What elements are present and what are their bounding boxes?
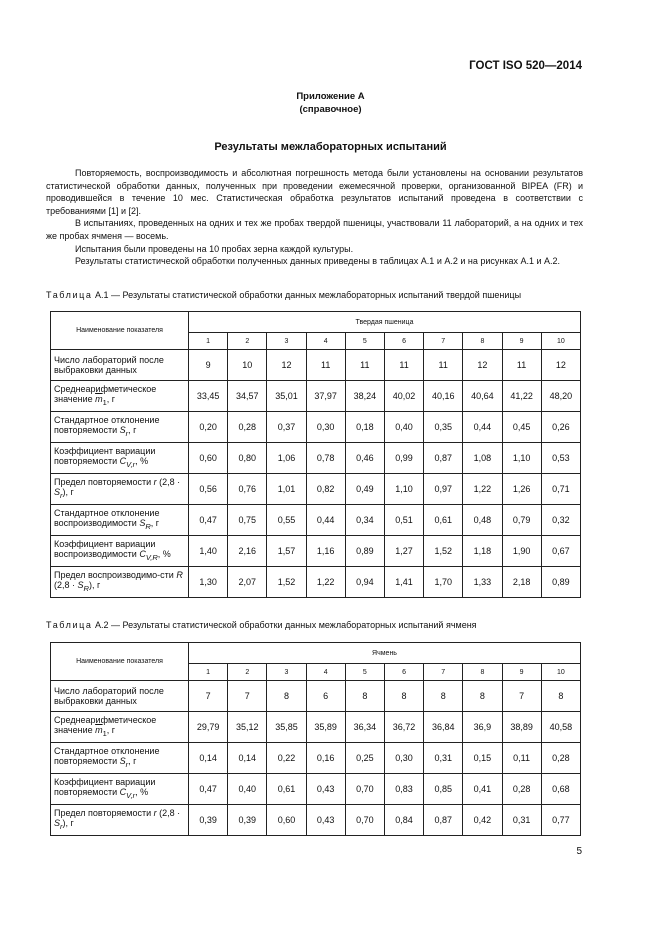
value-cell: 0,83 (384, 774, 423, 805)
value-cell: 0,22 (267, 743, 306, 774)
value-cell: 0,34 (345, 505, 384, 536)
page-number: 5 (576, 846, 582, 857)
value-cell: 0,61 (424, 505, 463, 536)
value-cell: 1,52 (424, 536, 463, 567)
value-cell: 8 (424, 681, 463, 712)
value-cell: 0,75 (228, 505, 267, 536)
value-cell: 0,11 (502, 743, 541, 774)
table-row (51, 774, 581, 805)
value-cell: 8 (345, 681, 384, 712)
row-label: Число лабораторий после выбраковки данных (51, 681, 189, 712)
sample-number-header: 8 (463, 664, 502, 681)
sample-number-header: 5 (345, 664, 384, 681)
value-cell: 36,84 (424, 712, 463, 743)
value-cell: 0,15 (463, 743, 502, 774)
value-cell: 0,48 (463, 505, 502, 536)
value-cell: 35,12 (228, 712, 267, 743)
value-cell: 0,60 (189, 443, 228, 474)
value-cell: 0,20 (189, 412, 228, 443)
value-cell: 0,79 (502, 505, 541, 536)
paragraph: Результаты статистической обработки полученных данных приведены в таблицах А.1 и А.2 и на рисунках А.1 и А.2. (75, 256, 561, 267)
value-cell: 0,78 (306, 443, 345, 474)
table-row (51, 536, 581, 567)
sample-number-header: 3 (267, 664, 306, 681)
value-cell: 0,35 (424, 412, 463, 443)
table2-caption-label: Таблица (46, 620, 93, 630)
value-cell: 1,01 (267, 474, 306, 505)
row-label: Коэффициент вариации повторяемости $C_{V,r}$, % (51, 774, 189, 805)
row-label: Стандартное отклонение повторяемости $S_r$, г (51, 743, 189, 774)
table-barley (50, 642, 581, 836)
value-cell: 1,26 (502, 474, 541, 505)
value-cell: 0,30 (306, 412, 345, 443)
value-cell: 0,30 (384, 743, 423, 774)
table2-caption (46, 620, 477, 630)
value-cell: 38,24 (345, 381, 384, 412)
value-cell: 2,16 (228, 536, 267, 567)
value-cell: 1,30 (189, 567, 228, 598)
value-cell: 0,40 (384, 412, 423, 443)
value-cell: 1,52 (267, 567, 306, 598)
value-cell: 0,87 (424, 805, 463, 836)
value-cell: 1,16 (306, 536, 345, 567)
value-cell: 34,57 (228, 381, 267, 412)
value-cell: 0,53 (541, 443, 580, 474)
value-cell: 40,64 (463, 381, 502, 412)
value-cell: 1,41 (384, 567, 423, 598)
value-cell: 40,02 (384, 381, 423, 412)
row-label: Предел повторяемости r $(2,8 \cdot S_r)$, г (51, 805, 189, 836)
value-cell: 36,9 (463, 712, 502, 743)
value-cell: 0,40 (228, 774, 267, 805)
value-cell: 0,41 (463, 774, 502, 805)
row-label: Стандартное отклонение повторяемости $S_r$, г (51, 412, 189, 443)
sample-number-header: 8 (463, 333, 502, 350)
appendix-subtitle: (справочное) (299, 104, 362, 115)
table-row (51, 805, 581, 836)
value-cell: 1,27 (384, 536, 423, 567)
value-cell: 0,70 (345, 805, 384, 836)
value-cell: 0,94 (345, 567, 384, 598)
value-cell: 0,16 (306, 743, 345, 774)
value-cell: 37,97 (306, 381, 345, 412)
row-label: Стандартное отклонение воспроизводимости $S_R$, г (51, 505, 189, 536)
value-cell: 11 (502, 350, 541, 381)
value-cell: 0,71 (541, 474, 580, 505)
name-column-header: Наименование показателя (51, 643, 189, 681)
value-cell: 2,07 (228, 567, 267, 598)
value-cell: 1,18 (463, 536, 502, 567)
value-cell: 0,26 (541, 412, 580, 443)
value-cell: 0,84 (384, 805, 423, 836)
table-row (51, 567, 581, 598)
value-cell: 35,89 (306, 712, 345, 743)
value-cell: 6 (306, 681, 345, 712)
value-cell: 12 (463, 350, 502, 381)
row-label: Среднеарифметическое значение $\overline{m}_1$, г (51, 381, 189, 412)
value-cell: 1,06 (267, 443, 306, 474)
value-cell: 40,58 (541, 712, 580, 743)
value-cell: 0,68 (541, 774, 580, 805)
table-row (51, 712, 581, 743)
value-cell: 0,42 (463, 805, 502, 836)
value-cell: 0,89 (345, 536, 384, 567)
value-cell: 1,90 (502, 536, 541, 567)
value-cell: 0,56 (189, 474, 228, 505)
value-cell: 0,32 (541, 505, 580, 536)
value-cell: 0,82 (306, 474, 345, 505)
sample-number-header: 2 (228, 664, 267, 681)
value-cell: 0,76 (228, 474, 267, 505)
value-cell: 8 (463, 681, 502, 712)
value-cell: 0,55 (267, 505, 306, 536)
value-cell: 0,80 (228, 443, 267, 474)
sample-number-header: 2 (228, 333, 267, 350)
value-cell: 38,89 (502, 712, 541, 743)
table-row (51, 381, 581, 412)
value-cell: 36,34 (345, 712, 384, 743)
appendix-title: Приложение А (296, 91, 365, 102)
row-label: Коэффициент вариации воспроизводимости $C_{V,R}$, % (51, 536, 189, 567)
value-cell: 0,97 (424, 474, 463, 505)
value-cell: 8 (267, 681, 306, 712)
value-cell: 0,61 (267, 774, 306, 805)
value-cell: 0,31 (502, 805, 541, 836)
value-cell: 1,10 (384, 474, 423, 505)
table-row (51, 350, 581, 381)
section-title: Результаты межлабораторных испытаний (214, 141, 447, 153)
value-cell: 0,25 (345, 743, 384, 774)
value-cell: 9 (189, 350, 228, 381)
group-header: Ячмень (189, 643, 581, 664)
value-cell: 11 (306, 350, 345, 381)
value-cell: 48,20 (541, 381, 580, 412)
value-cell: 1,57 (267, 536, 306, 567)
sample-number-header: 9 (502, 333, 541, 350)
table1-caption (46, 290, 521, 300)
value-cell: 0,28 (228, 412, 267, 443)
value-cell: 0,89 (541, 567, 580, 598)
sample-number-header: 1 (189, 664, 228, 681)
value-cell: 36,72 (384, 712, 423, 743)
value-cell: 7 (189, 681, 228, 712)
value-cell: 1,70 (424, 567, 463, 598)
value-cell: 2,18 (502, 567, 541, 598)
row-label: Предел воспроизводимо-сти R $(2,8 \cdot S_R)$, г (51, 567, 189, 598)
value-cell: 41,22 (502, 381, 541, 412)
table-row (51, 505, 581, 536)
group-header: Твердая пшеница (189, 312, 581, 333)
value-cell: 0,47 (189, 774, 228, 805)
sample-number-header: 7 (424, 664, 463, 681)
value-cell: 0,43 (306, 774, 345, 805)
row-label: Коэффициент вариации повторяемости $C_{V,r}$, % (51, 443, 189, 474)
value-cell: 1,10 (502, 443, 541, 474)
value-cell: 7 (502, 681, 541, 712)
value-cell: 12 (541, 350, 580, 381)
value-cell: 0,46 (345, 443, 384, 474)
value-cell: 0,39 (189, 805, 228, 836)
value-cell: 0,70 (345, 774, 384, 805)
value-cell: 35,01 (267, 381, 306, 412)
sample-number-header: 3 (267, 333, 306, 350)
table-row (51, 412, 581, 443)
value-cell: 33,45 (189, 381, 228, 412)
value-cell: 12 (267, 350, 306, 381)
sample-number-header: 10 (541, 333, 580, 350)
row-label: Число лабораторий после выбраковки данных (51, 350, 189, 381)
value-cell: 1,33 (463, 567, 502, 598)
sample-number-header: 10 (541, 664, 580, 681)
value-cell: 0,99 (384, 443, 423, 474)
value-cell: 0,77 (541, 805, 580, 836)
paragraph: Повторяемость, воспроизводимость и абсолютная погрешность метода были установлены на основании результатов статистической обработки данных, полученных при проведении ежемесячной проверки, организованной BIPEA (FR) и проводившейся в течение 10 мес. Статистическая обработка результатов испытаний проведена в соответствии с требованиями [1] и [2]. (46, 168, 583, 216)
paragraph: В испытаниях, проведенных на одних и тех же пробах твердой пшеницы, участвовали 11 лабораторий, а на одних и тех же пробах ячменя — восемь. (46, 218, 583, 241)
value-cell: 0,85 (424, 774, 463, 805)
value-cell: 0,51 (384, 505, 423, 536)
value-cell: 8 (384, 681, 423, 712)
sample-number-header: 6 (384, 664, 423, 681)
sample-number-header: 7 (424, 333, 463, 350)
sample-number-header: 6 (384, 333, 423, 350)
value-cell: 1,40 (189, 536, 228, 567)
name-column-header: Наименование показателя (51, 312, 189, 350)
value-cell: 35,85 (267, 712, 306, 743)
value-cell: 1,08 (463, 443, 502, 474)
value-cell: 0,18 (345, 412, 384, 443)
value-cell: 0,43 (306, 805, 345, 836)
value-cell: 29,79 (189, 712, 228, 743)
table-row (51, 443, 581, 474)
value-cell: 0,28 (502, 774, 541, 805)
value-cell: 0,37 (267, 412, 306, 443)
value-cell: 0,45 (502, 412, 541, 443)
sample-number-header: 4 (306, 664, 345, 681)
table-wheat (50, 311, 581, 598)
table-row (51, 474, 581, 505)
table-row (51, 743, 581, 774)
value-cell: 8 (541, 681, 580, 712)
value-cell: 0,67 (541, 536, 580, 567)
value-cell: 11 (424, 350, 463, 381)
table1-caption-text: А.1 — Результаты статистической обработки данных межлабораторных испытаний твердой пшеницы (95, 290, 522, 300)
value-cell: 0,49 (345, 474, 384, 505)
row-label: Предел повторяемости r $(2,8 \cdot S_r)$, г (51, 474, 189, 505)
value-cell: 1,22 (463, 474, 502, 505)
sample-number-header: 1 (189, 333, 228, 350)
value-cell: 0,31 (424, 743, 463, 774)
value-cell: 0,87 (424, 443, 463, 474)
value-cell: 0,28 (541, 743, 580, 774)
value-cell: 11 (384, 350, 423, 381)
table1-caption-label: Таблица (46, 290, 93, 300)
value-cell: 0,47 (189, 505, 228, 536)
table-row (51, 681, 581, 712)
value-cell: 1,22 (306, 567, 345, 598)
row-label: Среднеарифметическое значение $\overline{m}_1$, г (51, 712, 189, 743)
document-id: ГОСТ ISO 520—2014 (469, 60, 582, 72)
paragraph: Испытания были проведены на 10 пробах зерна каждой культуры. (75, 243, 354, 254)
value-cell: 0,44 (463, 412, 502, 443)
value-cell: 7 (228, 681, 267, 712)
body-text (46, 167, 583, 268)
value-cell: 0,60 (267, 805, 306, 836)
table2-caption-text: А.2 — Результаты статистической обработки данных межлабораторных испытаний ячменя (95, 620, 477, 630)
sample-number-header: 4 (306, 333, 345, 350)
value-cell: 0,14 (228, 743, 267, 774)
value-cell: 11 (345, 350, 384, 381)
value-cell: 0,39 (228, 805, 267, 836)
value-cell: 0,44 (306, 505, 345, 536)
sample-number-header: 9 (502, 664, 541, 681)
sample-number-header: 5 (345, 333, 384, 350)
value-cell: 0,14 (189, 743, 228, 774)
value-cell: 10 (228, 350, 267, 381)
value-cell: 40,16 (424, 381, 463, 412)
